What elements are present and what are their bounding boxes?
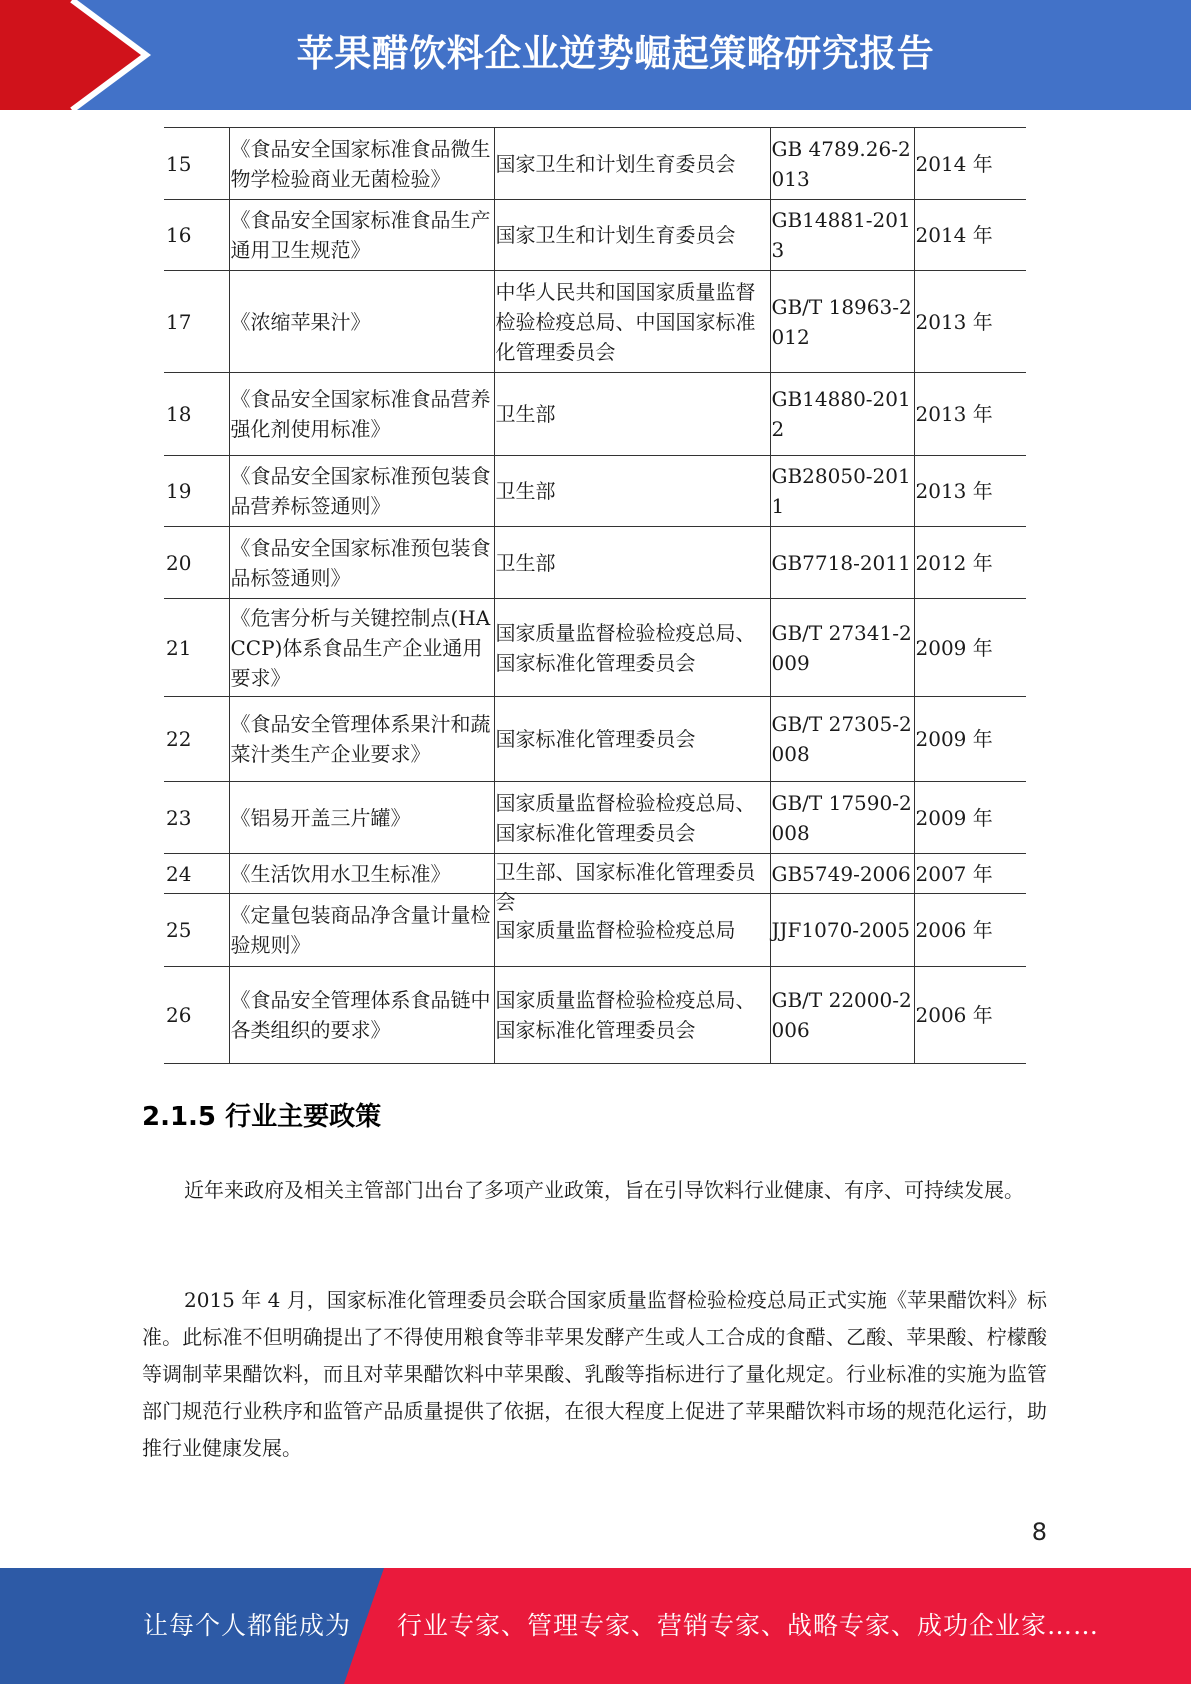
footer-slogan-left: 让每个人都能成为 [143, 1611, 352, 1640]
standard-name: 《铝易开盖三片罐》 [229, 782, 494, 854]
standard-code: GB14881-2013 [770, 200, 914, 271]
section-heading: 2.1.5 行业主要政策 [142, 1102, 382, 1132]
issuing-authority: 国家质量监督检验检疫总局、国家标准化管理委员会 [494, 967, 770, 1064]
table-row [164, 527, 1026, 599]
effective-year: 2009 年 [914, 697, 1026, 782]
body-paragraph: 近年来政府及相关主管部门出台了多项产业政策，旨在引导饮料行业健康、有序、可持续发展。 [184, 1178, 1024, 1202]
effective-year: 2009 年 [914, 599, 1026, 697]
row-number: 15 [164, 128, 229, 200]
standard-name: 《食品安全管理体系果汁和蔬菜汁类生产企业要求》 [229, 697, 494, 782]
effective-year: 2006 年 [914, 894, 1026, 967]
standard-name: 《食品安全国家标准食品营养强化剂使用标准》 [229, 373, 494, 456]
table-row [164, 599, 1026, 697]
standard-code: GB5749-2006 [770, 854, 914, 894]
standard-name: 《食品安全国家标准食品微生物学检验商业无菌检验》 [229, 128, 494, 200]
effective-year: 2014 年 [914, 200, 1026, 271]
standard-code: GB/T 17590-2008 [770, 782, 914, 854]
page-footer [0, 1568, 1191, 1684]
table-row [164, 456, 1026, 527]
table-row [164, 782, 1026, 854]
effective-year: 2013 年 [914, 456, 1026, 527]
row-number: 23 [164, 782, 229, 854]
standard-code: GB/T 22000-2006 [770, 967, 914, 1064]
issuing-authority [494, 854, 770, 914]
issuing-authority: 国家质量监督检验检疫总局 [494, 894, 770, 967]
table-row [164, 967, 1026, 1064]
standard-code: GB/T 27341-2009 [770, 599, 914, 697]
table-row [164, 894, 1026, 967]
table-row [164, 200, 1026, 271]
issuing-authority: 卫生部 [494, 456, 770, 527]
issuing-authority: 卫生部 [494, 527, 770, 599]
row-number: 18 [164, 373, 229, 456]
standard-code: GB/T 18963-2012 [770, 271, 914, 373]
page-header [0, 0, 1191, 110]
row-number: 25 [164, 894, 229, 967]
footer-slogan-right: 行业专家、管理专家、营销专家、战略专家、成功企业家…… [397, 1611, 1100, 1640]
row-number: 19 [164, 456, 229, 527]
standard-name: 《食品安全国家标准食品生产通用卫生规范》 [229, 200, 494, 271]
standard-code: JJF1070-2005 [770, 894, 914, 967]
standard-code: GB 4789.26-2013 [770, 128, 914, 200]
effective-year: 2014 年 [914, 128, 1026, 200]
table-row [164, 854, 1026, 894]
row-number: 26 [164, 967, 229, 1064]
standard-code: GB28050-2011 [770, 456, 914, 527]
row-number: 17 [164, 271, 229, 373]
header-arrow-decoration [0, 0, 150, 110]
standard-name: 《危害分析与关键控制点(HACCP)体系食品生产企业通用要求》 [229, 599, 494, 697]
standard-name: 《食品安全国家标准预包装食品标签通则》 [229, 527, 494, 599]
effective-year: 2013 年 [914, 373, 1026, 456]
report-title: 苹果醋饮料企业逆势崛起策略研究报告 [296, 32, 935, 75]
table-row [164, 697, 1026, 782]
row-number: 22 [164, 697, 229, 782]
standard-code: GB7718-2011 [770, 527, 914, 599]
issuing-authority: 国家质量监督检验检疫总局、国家标准化管理委员会 [494, 782, 770, 854]
issuing-authority: 国家卫生和计划生育委员会 [494, 200, 770, 271]
standard-code: GB14880-2012 [770, 373, 914, 456]
row-number: 20 [164, 527, 229, 599]
page-number: 8 [1031, 1518, 1047, 1546]
issuing-authority: 国家卫生和计划生育委员会 [494, 128, 770, 200]
effective-year: 2009 年 [914, 782, 1026, 854]
standard-code: GB/T 27305-2008 [770, 697, 914, 782]
table-row [164, 373, 1026, 456]
effective-year: 2006 年 [914, 967, 1026, 1064]
effective-year: 2012 年 [914, 527, 1026, 599]
row-number: 24 [164, 854, 229, 894]
issuing-authority: 中华人民共和国国家质量监督检验检疫总局、中国国家标准化管理委员会 [494, 271, 770, 373]
standard-name: 《浓缩苹果汁》 [229, 271, 494, 373]
row-number: 21 [164, 599, 229, 697]
standard-name: 《食品安全管理体系食品链中各类组织的要求》 [229, 967, 494, 1064]
effective-year: 2013 年 [914, 271, 1026, 373]
body-paragraph: 2015 年 4 月，国家标准化管理委员会联合国家质量监督检验检疫总局正式实施《苹果醋饮料》标准。此标准不但明确提出了不得使用粮食等非苹果发酵产生或人工合成的食醋、乙酸、苹果酸、柠檬酸等调制苹果醋饮料，而且对苹果醋饮料中苹果酸、乳酸等指标进行了量化规定。行业标准的实施为监管部门规范行业秩序和监管产品质量提供了依据，在很大程度上促进了苹果醋饮料市场的规范化运行，助推行业健康发展。 [142, 1288, 1047, 1460]
standard-name: 《生活饮用水卫生标准》 [229, 854, 494, 894]
table-row [164, 128, 1026, 200]
issuing-authority-text: 卫生部、国家标准化管理委员会 [495, 859, 756, 914]
issuing-authority: 卫生部 [494, 373, 770, 456]
standard-name: 《食品安全国家标准预包装食品营养标签通则》 [229, 456, 494, 527]
effective-year: 2007 年 [914, 854, 1026, 894]
standard-name: 《定量包装商品净含量计量检验规则》 [229, 894, 494, 967]
table-row [164, 271, 1026, 373]
issuing-authority: 国家质量监督检验检疫总局、国家标准化管理委员会 [494, 599, 770, 697]
row-number: 16 [164, 200, 229, 271]
issuing-authority: 国家标准化管理委员会 [494, 697, 770, 782]
standards-table [164, 127, 1026, 1064]
